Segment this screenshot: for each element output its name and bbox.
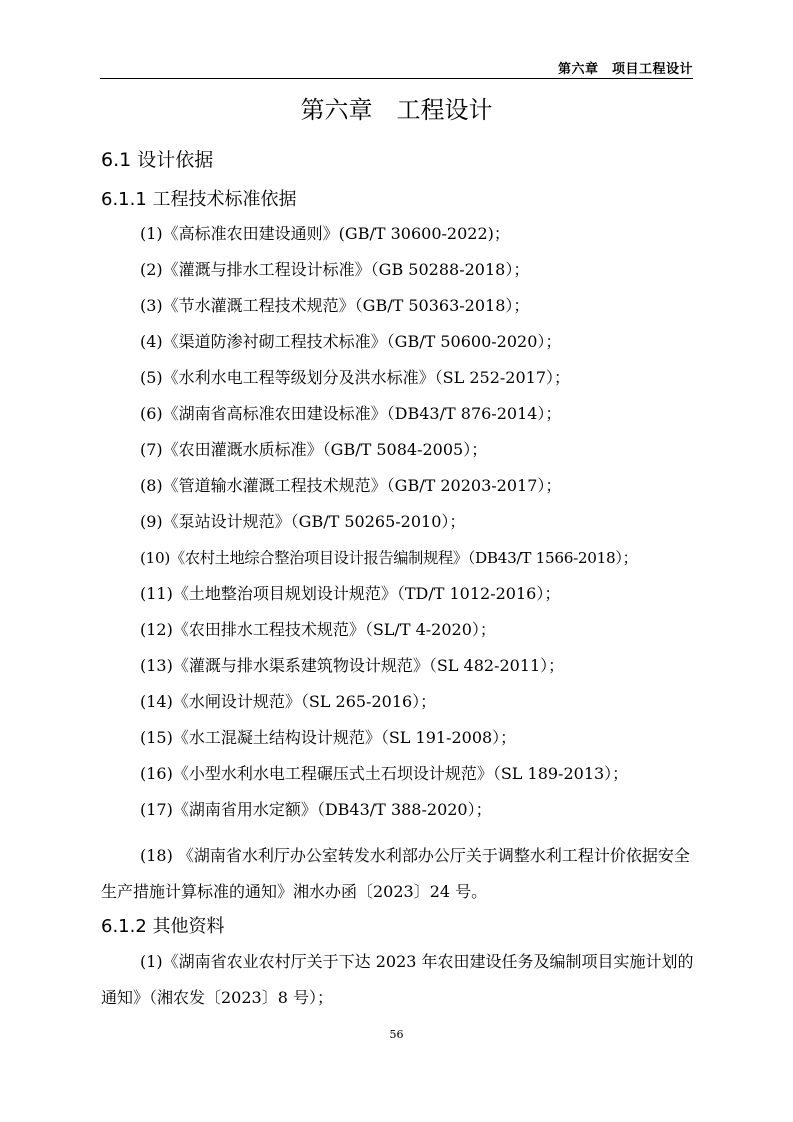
list-item: (8)《管道输水灌溉工程技术规范》（GB/T 20203-2017）； <box>140 476 562 495</box>
chapter-title: 第六章 工程设计 <box>300 96 493 124</box>
list-item: (3)《节水灌溉工程技术规范》（GB/T 50363-2018）； <box>140 296 530 315</box>
list-item: (12)《农田排水工程技术规范》（SL/T 4-2020）； <box>140 620 496 639</box>
page-number: 56 <box>389 1028 404 1041</box>
subsection-heading-other: 6.1.2 其他资料 <box>101 916 225 937</box>
list-item: (10)《农村土地综合整治项目设计报告编制规程》（DB43/T 1566-2018）； <box>140 549 638 567</box>
list-item: (17)《湖南省用水定额》（DB43/T 388-2020）； <box>140 800 492 819</box>
running-header: 第六章 项目工程设计 <box>557 62 693 77</box>
header-rule <box>100 78 693 79</box>
list-item: (16)《小型水利水电工程碾压式土石坝设计规范》（SL 189-2013）； <box>140 764 629 783</box>
list-item: (7)《农田灌溉水质标准》（GB/T 5084-2005）； <box>140 440 488 459</box>
list-item: (15)《水工混凝土结构设计规范》（SL 191-2008）； <box>140 728 517 747</box>
section-heading: 6.1 设计依据 <box>101 149 214 171</box>
list-item: (6)《湖南省高标准农田建设标准》（DB43/T 876-2014）； <box>140 404 562 423</box>
list-item: (14)《水闸设计规范》（SL 265-2016）； <box>140 692 437 711</box>
list-item: (1)《高标准农田建设通则》(GB/T 30600-2022)； <box>140 224 510 243</box>
list-item-wrapped: (1)《湖南省农业农村厅关于下达 2023 年农田建设任务及编制项目实施计划的通知》（湘农发〔2023〕8 号）； <box>101 952 694 1007</box>
list-item: (9)《泵站设计规范》（GB/T 50265-2010）； <box>140 512 466 531</box>
list-item: (13)《灌溉与排水渠系建筑物设计规范》（SL 482-2011）； <box>140 656 565 675</box>
list-item: (2)《灌溉与排水工程设计标准》（GB 50288-2018）； <box>140 260 530 279</box>
list-item: (5)《水利水电工程等级划分及洪水标准》（SL 252-2017）； <box>140 368 571 387</box>
list-item: (11)《土地整治项目规划设计规范》（TD/T 1012-2016）； <box>140 584 561 603</box>
list-item: (4)《渠道防渗衬砌工程技术标准》（GB/T 50600-2020）； <box>140 332 562 351</box>
subsection-heading-standards: 6.1.1 工程技术标准依据 <box>101 189 297 210</box>
list-item-wrapped: (18) 《湖南省水利厅办公室转发水利部办公厅关于调整水利工程计价依据安全生产措施计算标准的通知》湘水办函〔2023〕24 号。 <box>101 846 690 901</box>
